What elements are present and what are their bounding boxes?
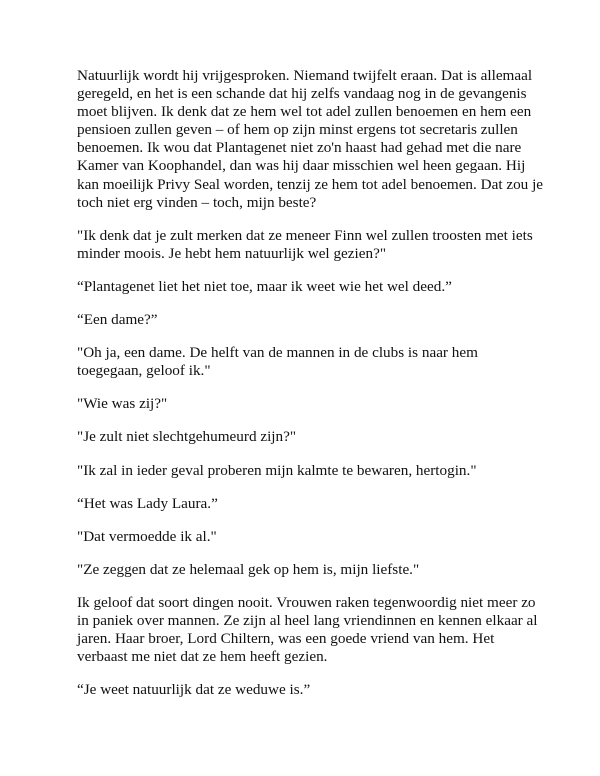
- paragraph: Natuurlijk wordt hij vrijgesproken. Niemand twijfelt eraan. Dat is allemaal geregeld, en het is een schande dat hij zelfs vandaag nog in de gevangenis moet blijven. Ik denk dat ze hem wel tot adel zullen benoemen en hem een pensioen zullen geven – of hem op zijn minst ergens tot secretaris zullen benoemen. Ik wou dat Plantagenet niet zo'n haast had gehad met die nare Kamer van Koophandel, dan was hij daar misschien wel heen gegaan. Hij kan moeilijk Privy Seal worden, tenzij ze hem tot adel benoemen. Dat zou je toch niet erg vinden – toch, mijn beste?: [77, 67, 544, 211]
- document-page: [77, 67, 547, 714]
- paragraph: Ik geloof dat soort dingen nooit. Vrouwen raken tegenwoordig niet meer zo in paniek over mannen. Ze zijn al heel lang vriendinnen en kennen elkaar al jaren. Haar broer, Lord Chiltern, was een goede vriend van hem. Het verbaast me niet dat ze hem heeft gezien.: [77, 593, 538, 666]
- paragraph: "Dat vermoedde ik al.": [77, 527, 217, 545]
- paragraph: “Het was Lady Laura.”: [77, 494, 218, 512]
- paragraph: "Ze zeggen dat ze helemaal gek op hem is, mijn liefste.": [77, 560, 420, 578]
- paragraph: “Plantagenet liet het niet toe, maar ik weet wie het wel deed.”: [77, 277, 452, 295]
- paragraph: “Je weet natuurlijk dat ze weduwe is.”: [77, 681, 311, 699]
- paragraph: "Oh ja, een dame. De helft van de mannen in de clubs is naar hem toegegaan, geloof ik.": [77, 344, 478, 380]
- paragraph: "Je zult niet slechtgehumeurd zijn?": [77, 428, 297, 446]
- paragraph: “Een dame?”: [77, 311, 158, 329]
- paragraph: "Ik denk dat je zult merken dat ze meneer Finn wel zullen troosten met iets minder moois. Je hebt hem natuurlijk wel gezien?": [77, 226, 533, 262]
- paragraph: "Wie was zij?": [77, 395, 168, 413]
- paragraph: "Ik zal in ieder geval proberen mijn kalmte te bewaren, hertogin.": [77, 461, 477, 479]
